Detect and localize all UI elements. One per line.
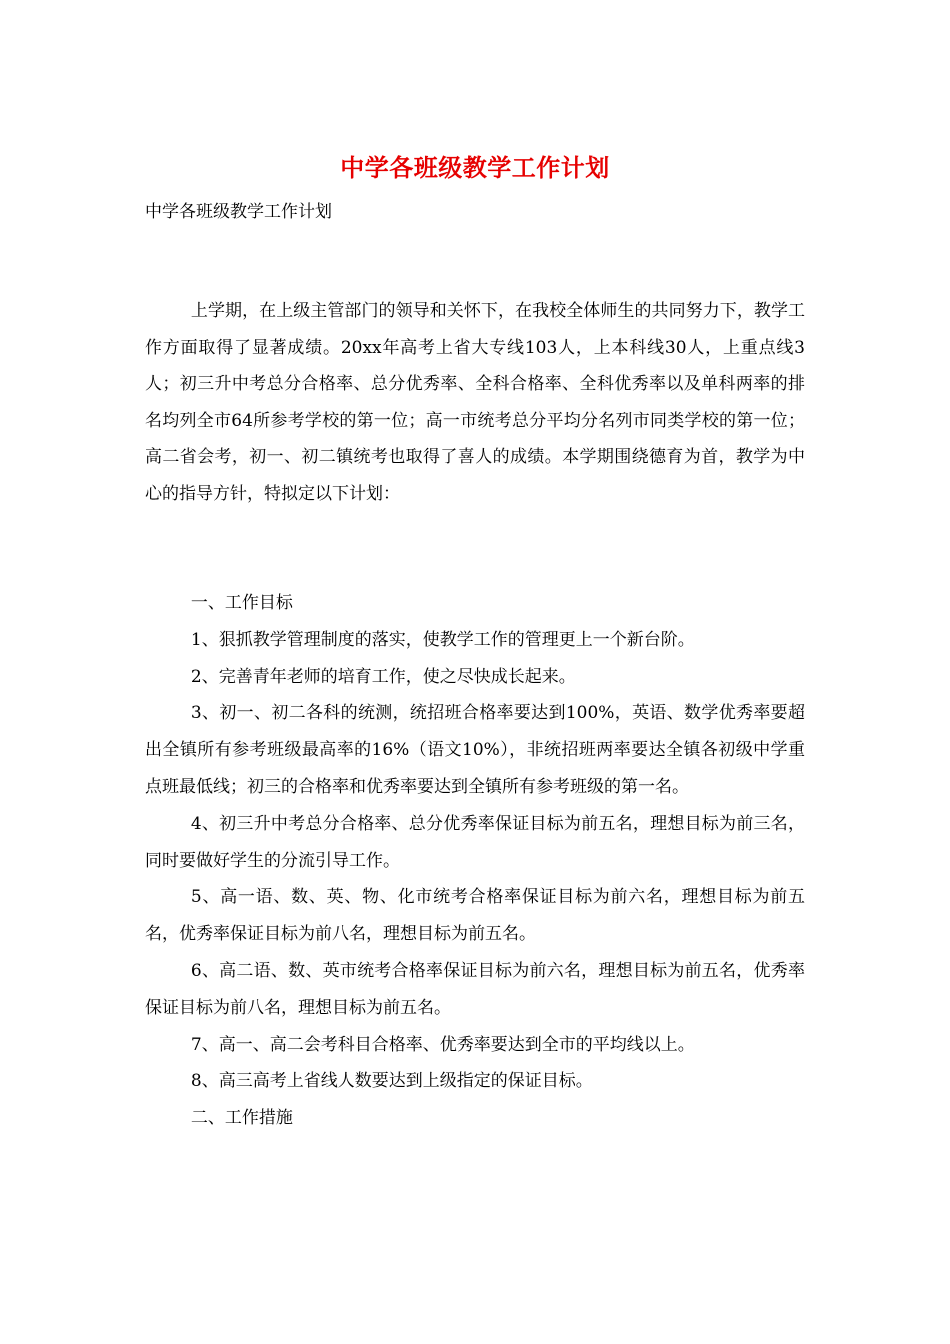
document-subtitle: 中学各班级教学工作计划: [145, 202, 332, 222]
document-title: 中学各班级教学工作计划: [340, 153, 610, 182]
goals-section: [145, 585, 805, 1137]
intro-paragraph: 上学期，在上级主管部门的领导和关怀下，在我校全体师生的共同努力下，教学工作方面取得了显著成绩。20xx年高考上省大专线103人，上本科线30人，上重点线3人；初三升中考总分合格率、总分优秀率、全科合格率、全科优秀率以及单科两率的排名均列全市64所参考学校的第一位；高一市统考总分平均分名列市同类学校的第一位；高二省会考，初一、初二镇统考也取得了喜人的成绩。本学期围绕德育为首，教学为中心的指导方针，特拟定以下计划：: [145, 301, 805, 504]
goal-item: 2、完善青年老师的培育工作，使之尽快成长起来。: [190, 666, 576, 687]
section-heading-measures: 二、工作措施: [190, 1108, 293, 1129]
goal-item: 5、高一语、数、英、物、化市统考合格率保证目标为前六名，理想目标为前五名，优秀率保证目标为前八名，理想目标为前五名。: [145, 887, 805, 945]
goal-item: 6、高二语、数、英市统考合格率保证目标为前六名，理想目标为前五名，优秀率保证目标为前八名，理想目标为前五名。: [145, 960, 805, 1018]
goal-item: 8、高三高考上省线人数要达到上级指定的保证目标。: [190, 1071, 593, 1092]
section-heading-goals: 一、工作目标: [190, 593, 293, 613]
goal-item: 7、高一、高二会考科目合格率、优秀率要达到全市的平均线以上。: [190, 1034, 695, 1055]
goal-item: 1、狠抓教学管理制度的落实，使教学工作的管理更上一个新台阶。: [190, 629, 695, 650]
goal-item: 3、初一、初二各科的统测，统招班合格率要达到100%，英语、数学优秀率要超出全镇所有参考班级最高率的16%（语文10%），非统招班两率要达全镇各初级中学重点班最低线；初三的合格率和优秀率要达到全镇所有参考班级的第一名。: [145, 703, 805, 797]
goal-item: 4、初三升中考总分合格率、总分优秀率保证目标为前五名，理想目标为前三名，同时要做好学生的分流引导工作。: [145, 813, 805, 871]
intro-section: [145, 293, 805, 513]
